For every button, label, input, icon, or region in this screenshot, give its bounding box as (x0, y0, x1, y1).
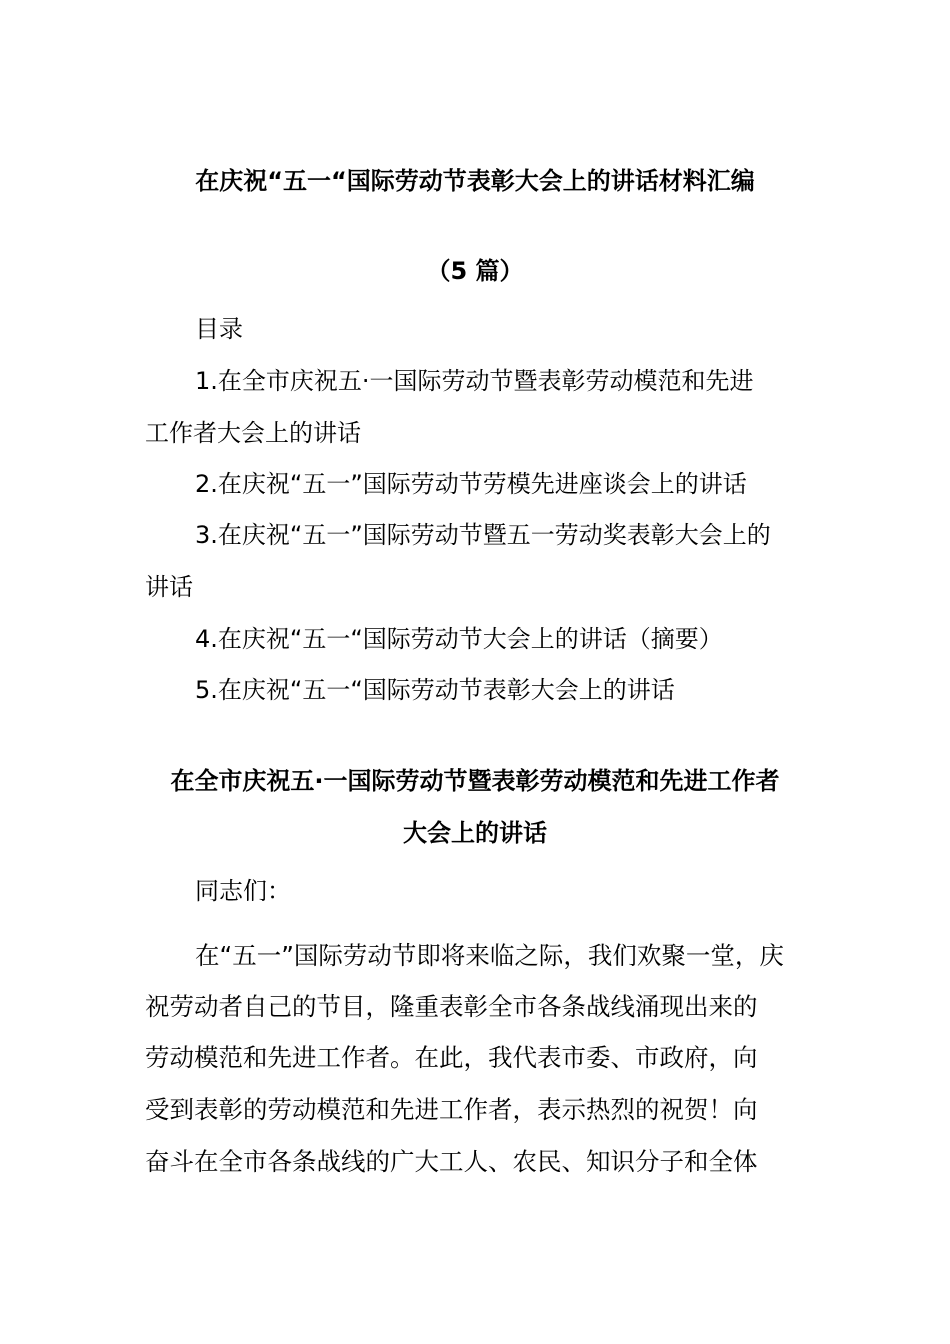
document-subtitle-count: （5 篇） (426, 257, 524, 285)
toc-item-3-continued: 讲话 (145, 573, 193, 601)
toc-item-1: 1.在全市庆祝五·一国际劳动节暨表彰劳动模范和先进 (195, 367, 754, 395)
salutation: 同志们： (195, 877, 291, 905)
section-heading: 在全市庆祝五·一国际劳动节暨表彰劳动模范和先进工作者 (170, 767, 780, 795)
toc-item-5: 5.在庆祝“五一“国际劳动节表彰大会上的讲话 (195, 676, 675, 704)
toc-item-3: 3.在庆祝“五一”国际劳动节暨五一劳动奖表彰大会上的 (195, 521, 771, 549)
toc-item-2: 2.在庆祝“五一”国际劳动节劳模先进座谈会上的讲话 (195, 470, 747, 498)
toc-item-4: 4.在庆祝“五一“国际劳动节大会上的讲话（摘要） (195, 625, 723, 653)
toc-item-1-continued: 工作者大会上的讲话 (145, 419, 361, 447)
paragraph-line-1: 在“五一”国际劳动节即将来临之际，我们欢聚一堂，庆 (195, 941, 784, 970)
paragraph-line-4: 受到表彰的劳动模范和先进工作者，表示热烈的祝贺！向 (145, 1095, 758, 1124)
document-title: 在庆祝“五一“国际劳动节表彰大会上的讲话材料汇编 (195, 167, 755, 195)
paragraph-line-5: 奋斗在全市各条战线的广大工人、农民、知识分子和全体 (145, 1147, 758, 1176)
paragraph-line-2: 祝劳动者自己的节目，隆重表彰全市各条战线涌现出来的 (145, 992, 758, 1021)
paragraph-line-3: 劳动模范和先进工作者。在此，我代表市委、市政府，向 (145, 1043, 758, 1072)
section-heading-continued: 大会上的讲话 (403, 819, 547, 847)
toc-heading: 目录 (195, 315, 243, 343)
